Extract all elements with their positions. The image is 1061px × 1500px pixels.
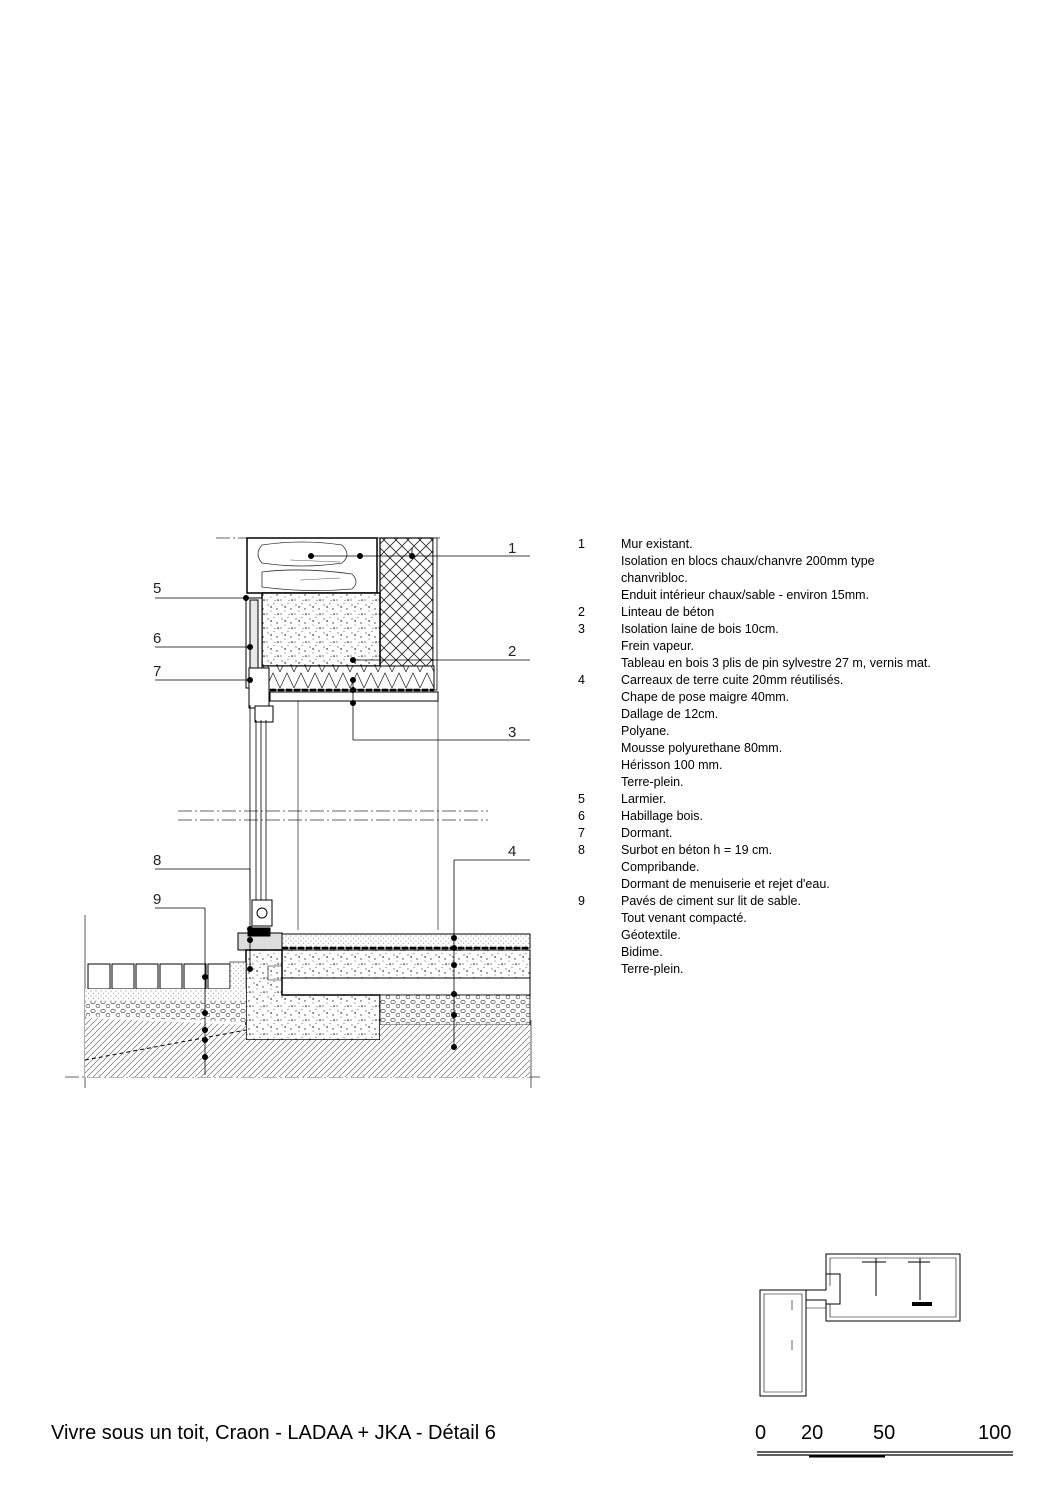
callout-7: 7 (153, 663, 162, 680)
legend-line: Isolation en blocs chaux/chanvre 200mm type (621, 554, 875, 568)
legend-item (578, 536, 1048, 604)
legend-line: Hérisson 100 mm. (621, 758, 723, 772)
key-plan (760, 1254, 960, 1396)
scale-label-100: 100 (978, 1422, 1012, 1444)
legend-line: Chape de pose maigre 40mm. (621, 690, 790, 704)
legend-number: 5 (578, 792, 585, 806)
legend-item (578, 808, 1048, 825)
legend-number: 2 (578, 605, 585, 619)
callout-5: 5 (153, 580, 162, 597)
callout-1: 1 (508, 540, 517, 557)
concrete-lintel (262, 593, 380, 666)
legend-line: Mousse polyurethane 80mm. (621, 741, 783, 755)
scale-label-0: 0 (755, 1422, 767, 1444)
legend-line: Linteau de béton (621, 605, 715, 619)
legend-line: Dormant de menuiserie et rejet d'eau. (621, 877, 830, 891)
legend-line: chanvribloc. (621, 571, 688, 585)
callout-6: 6 (153, 630, 162, 647)
scale-bar (757, 1452, 1013, 1456)
legend-line: Bidime. (621, 945, 663, 959)
legend-line: Dormant. (621, 826, 673, 840)
gravel-layer (380, 995, 530, 1025)
threshold-frame (238, 900, 282, 950)
legend-line: Tout venant compacté. (621, 911, 747, 925)
legend-item (578, 791, 1048, 808)
legend-line: Polyane. (621, 724, 670, 738)
wood-fibre-insulation (262, 666, 434, 690)
legend-line: Mur existant. (621, 537, 693, 551)
legend (578, 536, 1048, 978)
scale-label-50: 50 (873, 1422, 896, 1444)
legend-item (578, 842, 1048, 893)
legend-line: Compribande. (621, 860, 700, 874)
exterior-pavers (88, 964, 230, 989)
legend-line: Géotextile. (621, 928, 681, 942)
legend-number: 3 (578, 622, 585, 636)
legend-number: 8 (578, 843, 585, 857)
legend-line: Surbot en béton h = 19 cm. (621, 843, 773, 857)
sand-bed (85, 989, 246, 1001)
legend-item (578, 672, 1048, 791)
legend-number: 4 (578, 673, 585, 687)
callout-4: 4 (508, 843, 517, 860)
legend-line: Tableau en bois 3 plis de pin sylvestre 27 m, vernis mat. (621, 656, 931, 670)
existing-wall-stone (247, 538, 377, 593)
callout-3: 3 (508, 724, 517, 741)
legend-line: Dallage de 12cm. (621, 707, 719, 721)
legend-line: Terre-plein. (621, 962, 684, 976)
legend-item (578, 825, 1048, 842)
wood-reveal (270, 692, 438, 701)
drawing-title: Vivre sous un toit, Craon - LADAA + JKA - Détail 6 (51, 1422, 496, 1444)
legend-line: Carreaux de terre cuite 20mm réutilisés. (621, 673, 844, 687)
legend-line: Pavés de ciment sur lit de sable. (621, 894, 801, 908)
floor-buildup (282, 934, 530, 1003)
legend-number: 6 (578, 809, 585, 823)
compacted-fill (85, 1001, 246, 1022)
scale-label-20: 20 (801, 1422, 824, 1444)
legend-item (578, 621, 1048, 672)
legend-item (578, 893, 1048, 978)
window-glazing (250, 701, 438, 930)
legend-number: 7 (578, 826, 585, 840)
legend-line: Habillage bois. (621, 809, 703, 823)
legend-number: 9 (578, 894, 585, 908)
callout-8: 8 (153, 852, 162, 869)
legend-item (578, 604, 1048, 621)
legend-number: 1 (578, 537, 585, 551)
legend-line: Frein vapeur. (621, 639, 694, 653)
legend-line: Enduit intérieur chaux/sable - environ 15mm. (621, 588, 870, 602)
callout-9: 9 (153, 891, 162, 908)
legend-line: Terre-plein. (621, 775, 684, 789)
legend-line: Larmier. (621, 792, 667, 806)
callout-2: 2 (508, 643, 517, 660)
legend-line: Isolation laine de bois 10cm. (621, 622, 779, 636)
